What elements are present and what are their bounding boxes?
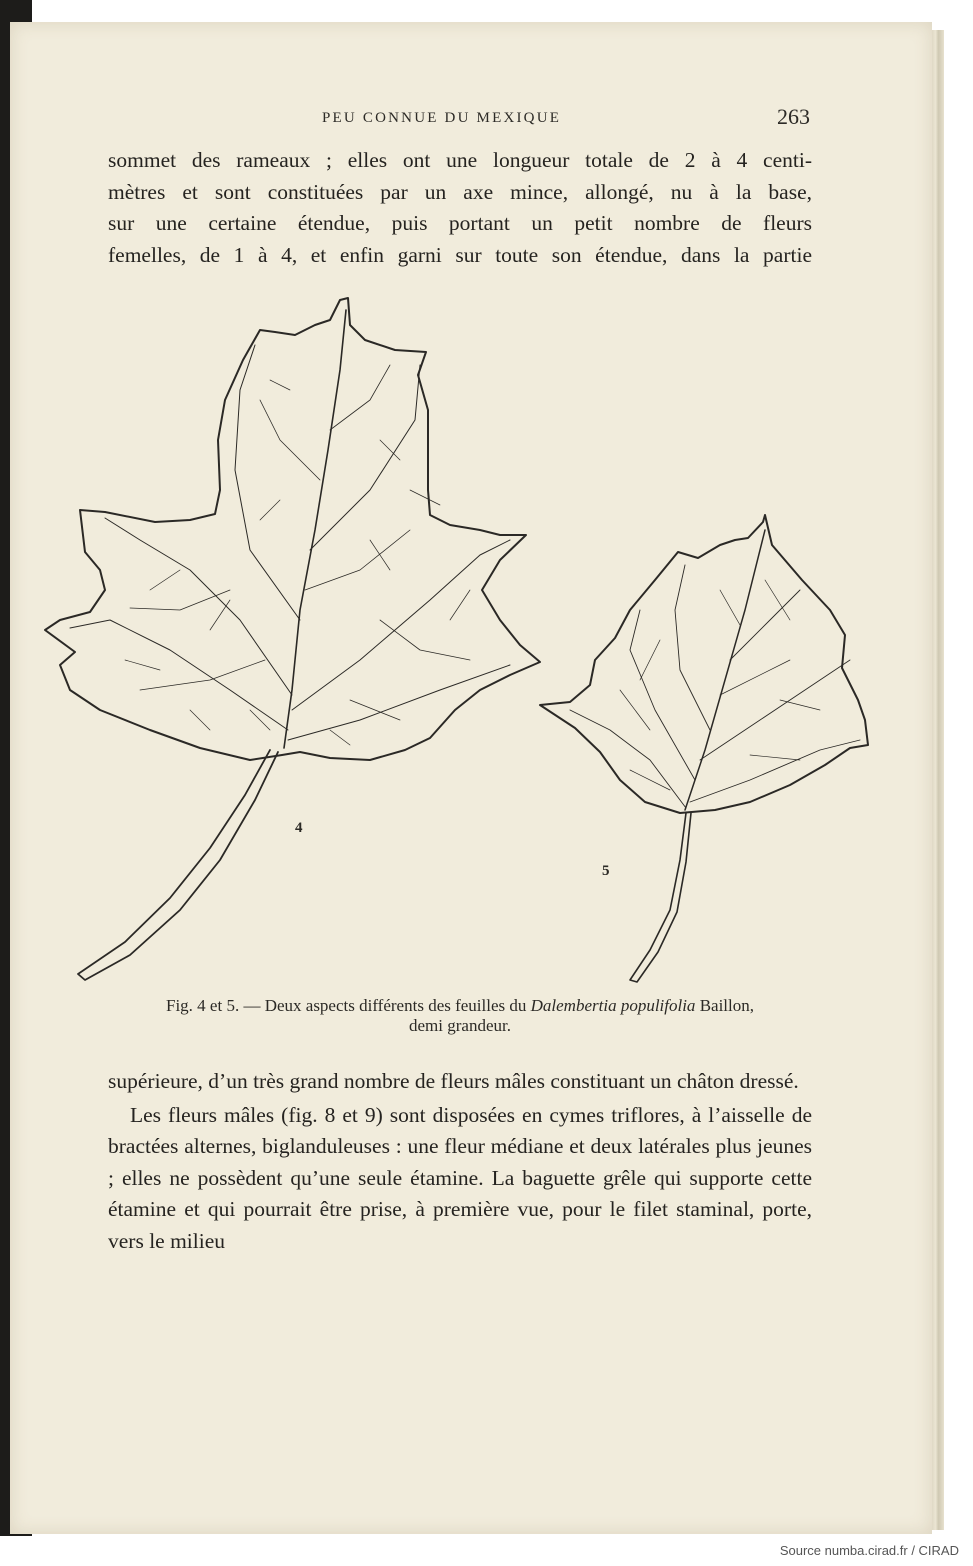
page-edge bbox=[930, 30, 944, 1530]
paragraph: Les fleurs mâles (fig. 8 et 9) sont disposées en cymes triflores, à l’aisselle de bractées alternes, biglanduleuses : une fleur médiane et deux latérales plus jeunes ; elles ne possèdent qu’une seule étamine. La baguette grêle qui supporte cette étamine et qui pourrait être prise, à première vue, pour le filet staminal, porte, vers le milieu bbox=[108, 1102, 812, 1253]
leaf-illustration bbox=[30, 290, 910, 990]
leaf-4-drawing bbox=[45, 298, 540, 980]
text-line: mètres et sont constituées par un axe mince, allongé, nu à la base, bbox=[108, 179, 812, 204]
page-number: 263 bbox=[777, 104, 810, 129]
body-text-bottom bbox=[108, 1066, 812, 1257]
caption-line-2: demi grandeur. bbox=[409, 1016, 511, 1035]
figure-caption bbox=[60, 996, 860, 1036]
leaf-5-drawing bbox=[540, 515, 868, 982]
figure-label-5: 5 bbox=[602, 863, 610, 879]
leaf-figure bbox=[30, 290, 910, 990]
caption-species: Dalembertia populifolia bbox=[530, 996, 696, 1015]
text-line: sommet des rameaux ; elles ont une longueur totale de 2 à 4 centi- bbox=[108, 148, 812, 172]
caption-text: Fig. 4 et 5. — Deux aspects différents des feuilles du bbox=[166, 996, 531, 1015]
source-credit: Source numba.cirad.fr / CIRAD bbox=[779, 1543, 959, 1558]
paragraph: supérieure, d’un très grand nombre de fleurs mâles constituant un châton dressé. bbox=[108, 1069, 799, 1093]
text-line: femelles, de 1 à 4, et enfin garni sur toute son étendue, dans la partie bbox=[108, 242, 812, 267]
caption-author: Baillon, bbox=[695, 996, 754, 1015]
running-head: PEU CONNUE DU MEXIQUE bbox=[322, 110, 562, 126]
body-text-top bbox=[108, 145, 812, 271]
text-line: sur une certaine étendue, puis portant un petit nombre de fleurs bbox=[108, 211, 812, 235]
figure-label-4: 4 bbox=[295, 820, 303, 836]
